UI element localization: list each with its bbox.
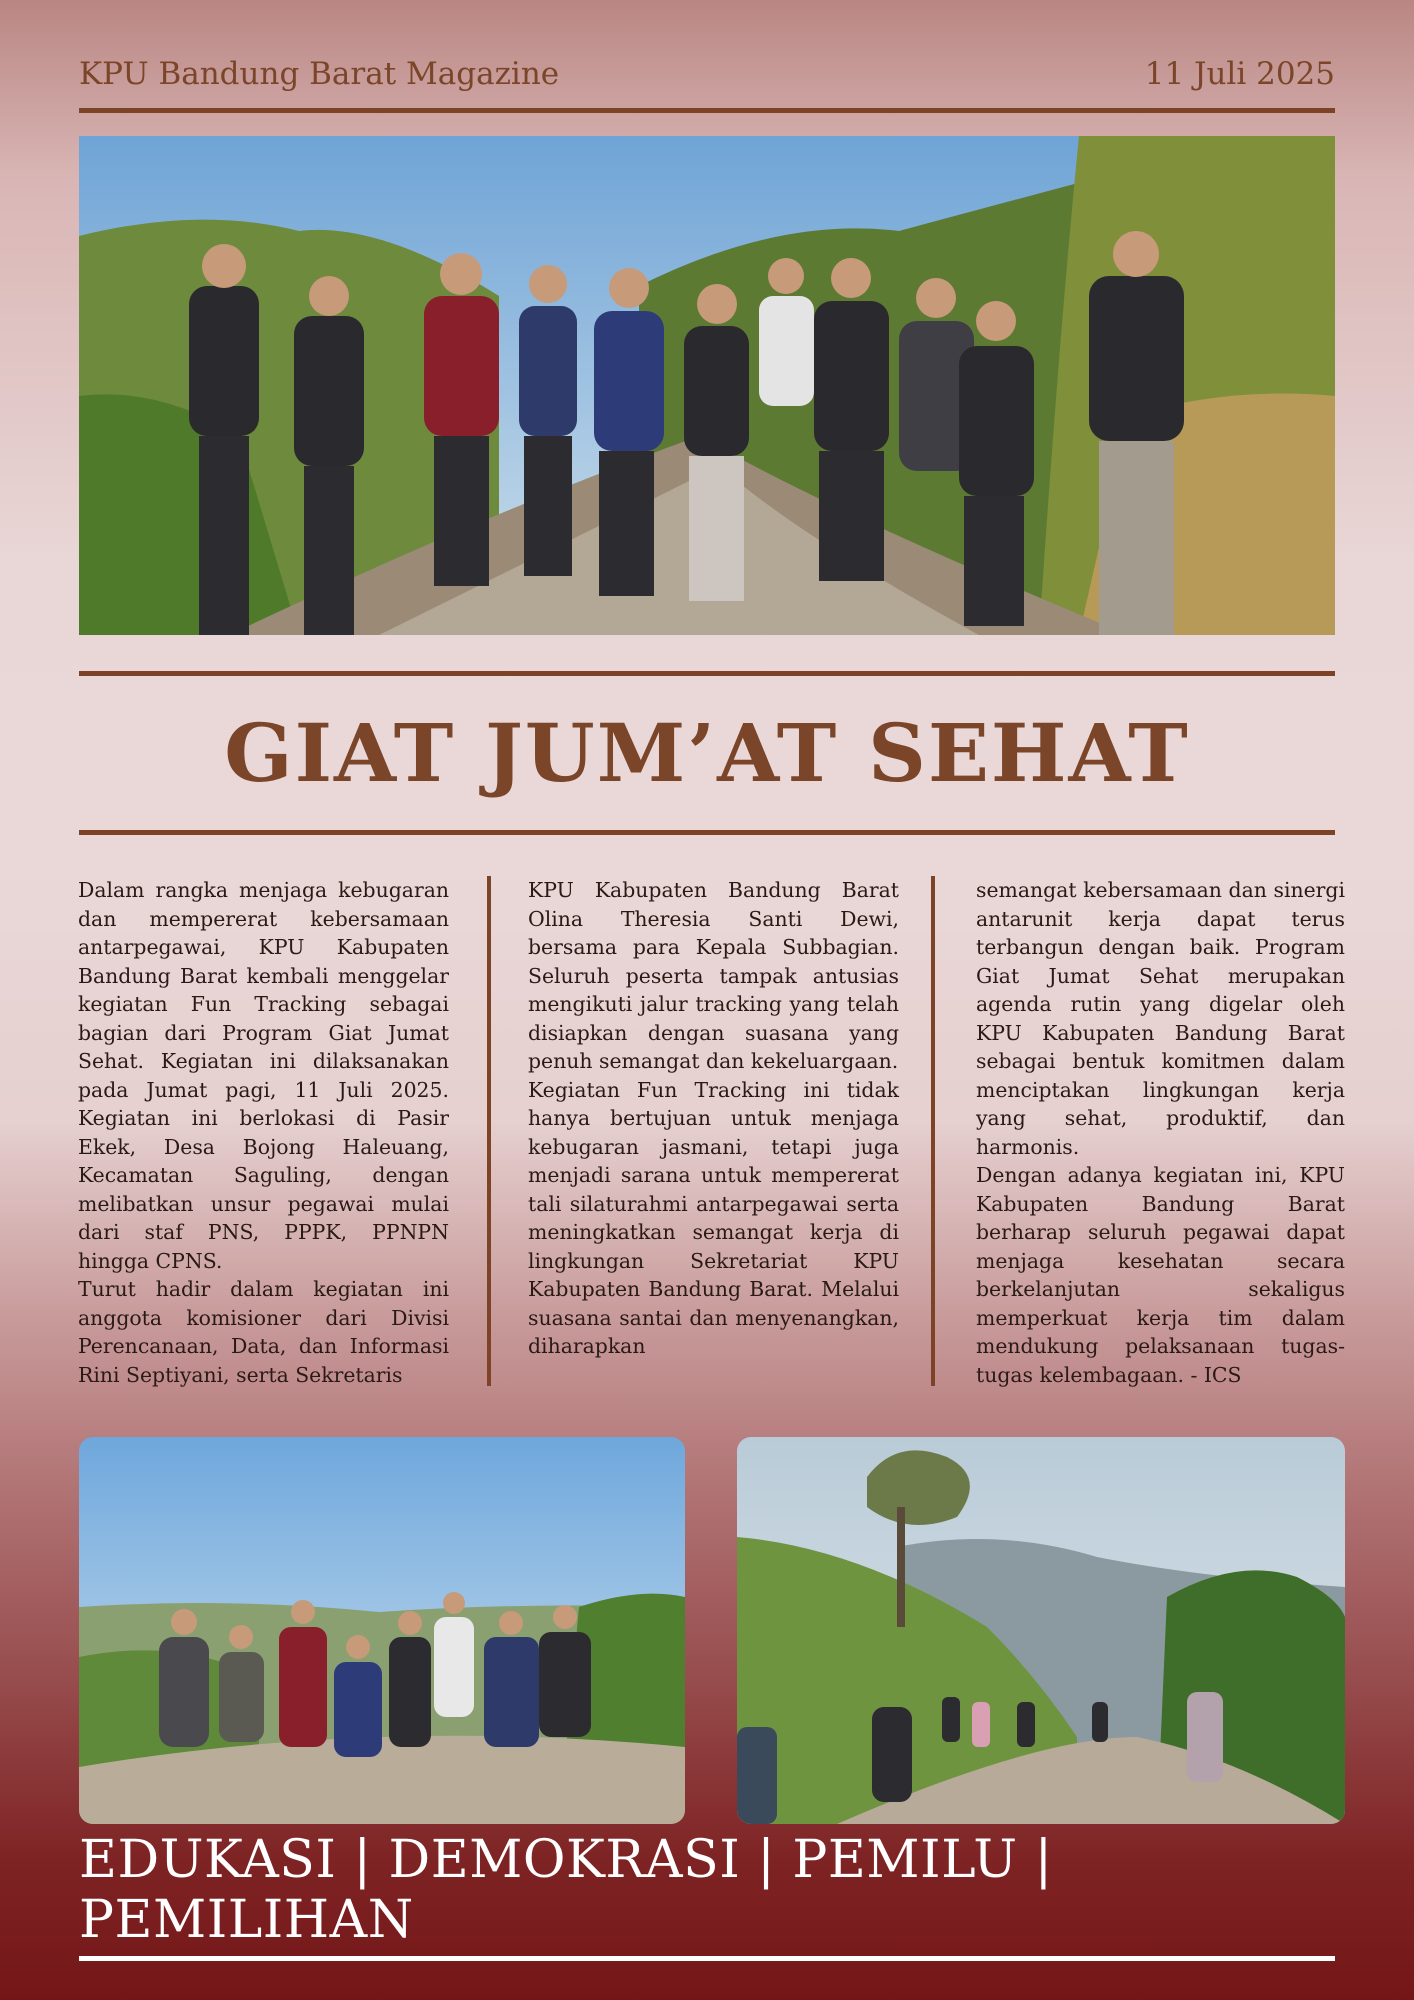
article-paragraph: KPU Kabupaten Bandung Barat Olina Theresia Santi Dewi, bersama para Kepala Subbagian. Seluruh peserta tampak antusias mengikuti jalur tracking yang telah disiapkan dengan suasana yang penuh semangat dan kekeluargaan. [528, 878, 899, 1073]
article-paragraph: Turut hadir dalam kegiatan ini anggota komisioner dari Divisi Perencanaan, Data, dan Informasi Rini Septiyani, serta Sekretaris [78, 1277, 449, 1387]
group-photo-secondary [79, 1437, 685, 1824]
article-paragraph: semangat kebersamaan dan sinergi antarunit kerja dapat terus terbangun dengan baik. Program Giat Jumat Sehat merupakan agenda rutin yang digelar oleh KPU Kabupaten Bandung Barat sebagai bentuk komitmen dalam menciptakan lingkungan kerja yang sehat, produktif, dan harmonis. [976, 878, 1345, 1159]
header-divider [79, 108, 1335, 113]
headline: GIAT JUM’AT SEHAT [224, 705, 1190, 800]
magazine-name: KPU Bandung Barat Magazine [79, 56, 560, 92]
article-paragraph: Dengan adanya kegiatan ini, KPU Kabupaten Bandung Barat berharap seluruh pegawai dapat menjaga kesehatan secara berkelanjutan sekaligus memperkuat kerja tim dalam mendukung pelaksanaan tugas-tugas kelembagaan. - ICS [976, 1163, 1345, 1387]
hero-group-photo [79, 136, 1335, 635]
masthead [79, 54, 1335, 94]
trail-landscape-photo [737, 1437, 1345, 1824]
article-column-3 [976, 876, 1345, 1396]
footer-tagline: EDUKASI | DEMOKRASI | PEMILU | PEMILIHAN [79, 1830, 1053, 1950]
article-column-1 [78, 876, 449, 1396]
issue-date: 11 Juli 2025 [1144, 56, 1335, 92]
footer-divider [79, 1956, 1335, 1961]
article-paragraph: Dalam rangka menjaga kebugaran dan mempererat kebersamaan antarpegawai, KPU Kabupaten Bandung Barat kembali menggelar kegiatan Fun Tracking sebagai bagian dari Program Giat Jumat Sehat. Kegiatan ini dilaksanakan pada Jumat pagi, 11 Juli 2025. Kegiatan ini berlokasi di Pasir Ekek, Desa Bojong Haleuang, Kecamatan Saguling, dengan melibatkan unsur pegawai mulai dari staf PNS, PPPK, PPNPN hingga CPNS. [78, 878, 449, 1273]
headline-rule-top [79, 671, 1335, 676]
article-paragraph: Kegiatan Fun Tracking ini tidak hanya bertujuan untuk menjaga kebugaran jasmani, tetapi juga menjadi sarana untuk mempererat tali silaturahmi antarpegawai serta meningkatkan semangat kerja di lingkungan Sekretariat KPU Kabupaten Bandung Barat. Melalui suasana santai dan menyenangkan, diharapkan [528, 1077, 899, 1358]
column-divider [931, 876, 935, 1386]
headline-rule-bottom [79, 830, 1335, 835]
column-divider [487, 876, 491, 1386]
article-column-2 [528, 876, 899, 1396]
